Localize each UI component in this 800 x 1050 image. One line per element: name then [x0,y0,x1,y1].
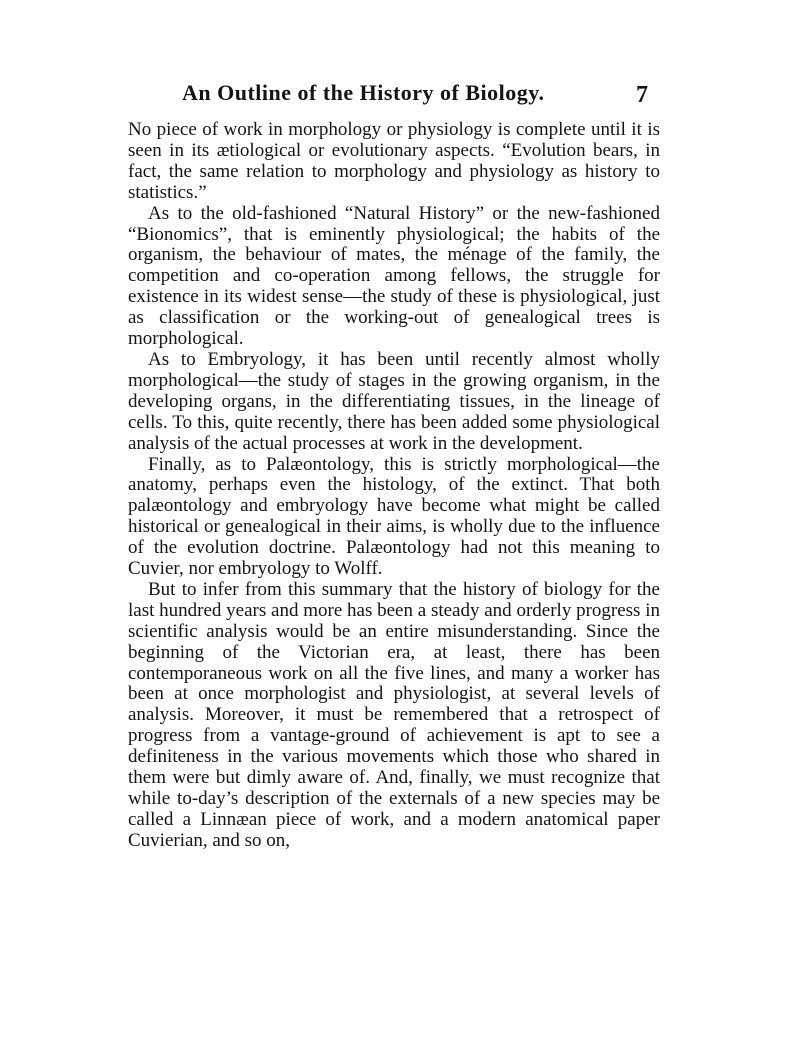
paragraph-summary-caveat: But to infer from this summary that the history of biology for the last hundred years and more has been a steady and orderly progress in scientific analysis would be an entire misunderstanding. Since the beginning of the Victorian era, at least, there has been contemporaneous work on all the five lines, and many a worker has been at once morphologist and physiologist, at several levels of analysis. Moreover, it must be remembered that a retrospect of progress from a vantage-ground of achievement is apt to see a definiteness in the various movements which those who shared in them were but dimly aware of. And, finally, we must recognize that while to-day’s description of the externals of a new species may be called a Linnæan piece of work, and a modern anatomical paper Cuvierian, and so on, [128,578,660,851]
paragraph-natural-history: As to the old-fashioned “Natural History” or the new-fashioned “Bionomics”, that is eminently physiological; the habits of the organism, the behaviour of mates, the ménage of the family, the competition and co-operation among fellows, the struggle for existence in its widest sense—the study of these is physiological, just as classification or the working-out of genealogical trees is morphological. [128,202,660,350]
paragraph-morphology-physiology: No piece of work in morphology or physiology is complete until it is seen in its ætiological or evolutionary aspects. “Evolution bears, in fact, the same relation to morphology and physiology as history to statistics.” [128,119,660,203]
paragraph-palaeontology: Finally, as to Palæontology, this is strictly morphological—the anatomy, perhaps even the histology, of the extinct. That both palæontology and embryology have become what might be called historical or genealogical in their aims, is wholly due to the influence of the evolution doctrine. Palæontology had not this meaning to Cuvier, nor embryology to Wolff. [128,453,660,580]
running-title: An Outline of the History of Biology. [182,80,545,105]
page-number: 7 [636,82,648,108]
paragraph-embryology: As to Embryology, it has been until recently almost wholly morphological—the study of stages in the growing organism, in the developing organs, in the differentiating tissues, in the lineage of cells. To this, quite recently, there has been added some physiological analysis of the actual processes at work in the development. [128,348,660,454]
body-text [128,120,660,852]
